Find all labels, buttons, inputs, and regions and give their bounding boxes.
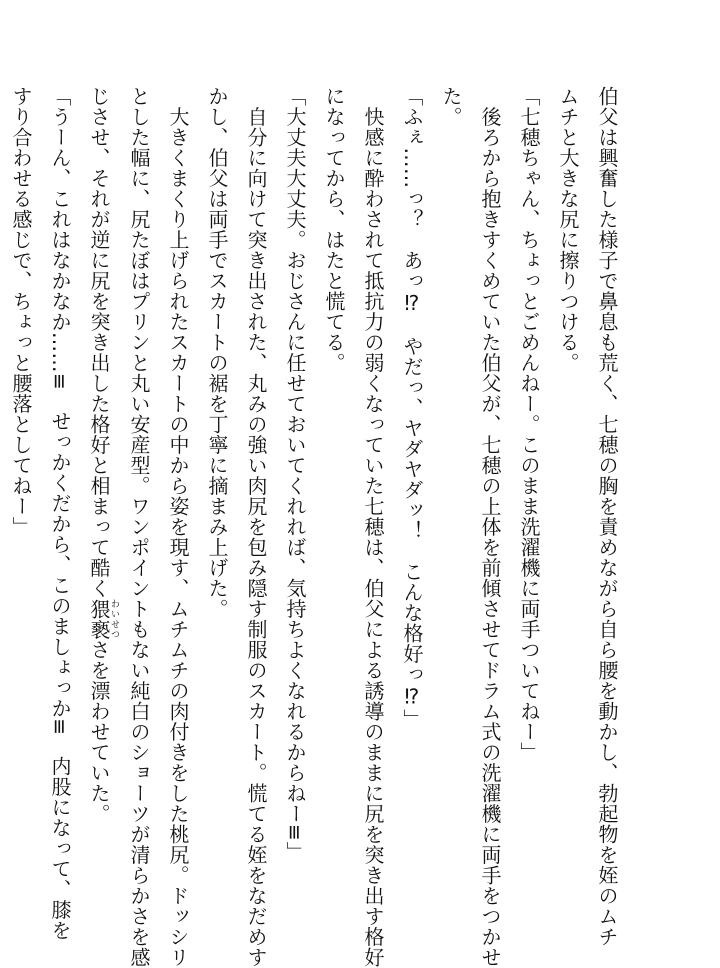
dialogue-line: すり合わせる感じで、ちょっと腰落としてねー」 bbox=[9, 86, 33, 537]
text-line-with-ruby bbox=[79, 86, 119, 846]
dialogue-line: 「七穂ちゃん、ちょっとごめんねー。このまま洗濯機に両手ついてねー」 bbox=[517, 86, 541, 763]
text-line: 自分に向けて突き出された、丸みの強い肉尻を包み隠す制服のスカート。慌てる姪をなだめす bbox=[244, 86, 268, 968]
text-line: た。 bbox=[439, 86, 463, 127]
text-line: 快感に酔わされて抵抗力の弱くなっていた七穂は、伯父による誘導のままに尻を突き出す格好 bbox=[361, 86, 385, 968]
ruby-word bbox=[87, 598, 119, 640]
text-line: 伯父は興奮した様子で鼻息も荒く、七穂の胸を責めながら自ら腰を動かし、勃起物を姪のムチ bbox=[595, 86, 619, 947]
text-line: ムチと大きな尻に擦りつける。 bbox=[556, 86, 580, 373]
text-line: 大きくまくり上げられたスカートの中から姿を現す、ムチムチの肉付きをした桃尻。ドッシリ bbox=[166, 86, 190, 968]
text-line: とした幅に、尻たぼはプリンと丸い安産型。ワンポイントもない純白のショーツが清らかさを感 bbox=[127, 86, 151, 968]
vertical-text-block bbox=[9, 86, 626, 968]
dialogue-line: 「大丈夫大丈夫。おじさんに任せておいてくれれば、気持ちよくなれるからねー≡」 bbox=[283, 86, 307, 862]
text-segment: じさせ、それが逆に尻を突き出した格好と相まって酷く bbox=[87, 86, 111, 599]
text-segment: さを漂わせていた。 bbox=[87, 639, 111, 824]
ruby-base: 猥褻 bbox=[87, 598, 111, 640]
dialogue-line: 「うーん、これはなかなか……≡ せっかくだから、このましょっか≡ 内股になって、膝を bbox=[48, 86, 72, 941]
text-line: になってから、はたと慌てる。 bbox=[322, 86, 346, 373]
dialogue-line bbox=[0, 86, 1, 846]
text-line: 後ろから抱きすくめていた伯父が、七穂の上体を前傾させてドラム式の洗濯機に両手をつかせ bbox=[478, 86, 502, 968]
text-line: かし、伯父は両手でスカートの裾を丁寧に摘まみ上げた。 bbox=[205, 86, 229, 619]
ruby-reading: わいせつ bbox=[109, 598, 119, 640]
dialogue-line: 「ふぇ……っ？ あっ⁉ やだっ、ヤダヤダッ！ こんな格好っ⁉」 bbox=[400, 86, 424, 730]
